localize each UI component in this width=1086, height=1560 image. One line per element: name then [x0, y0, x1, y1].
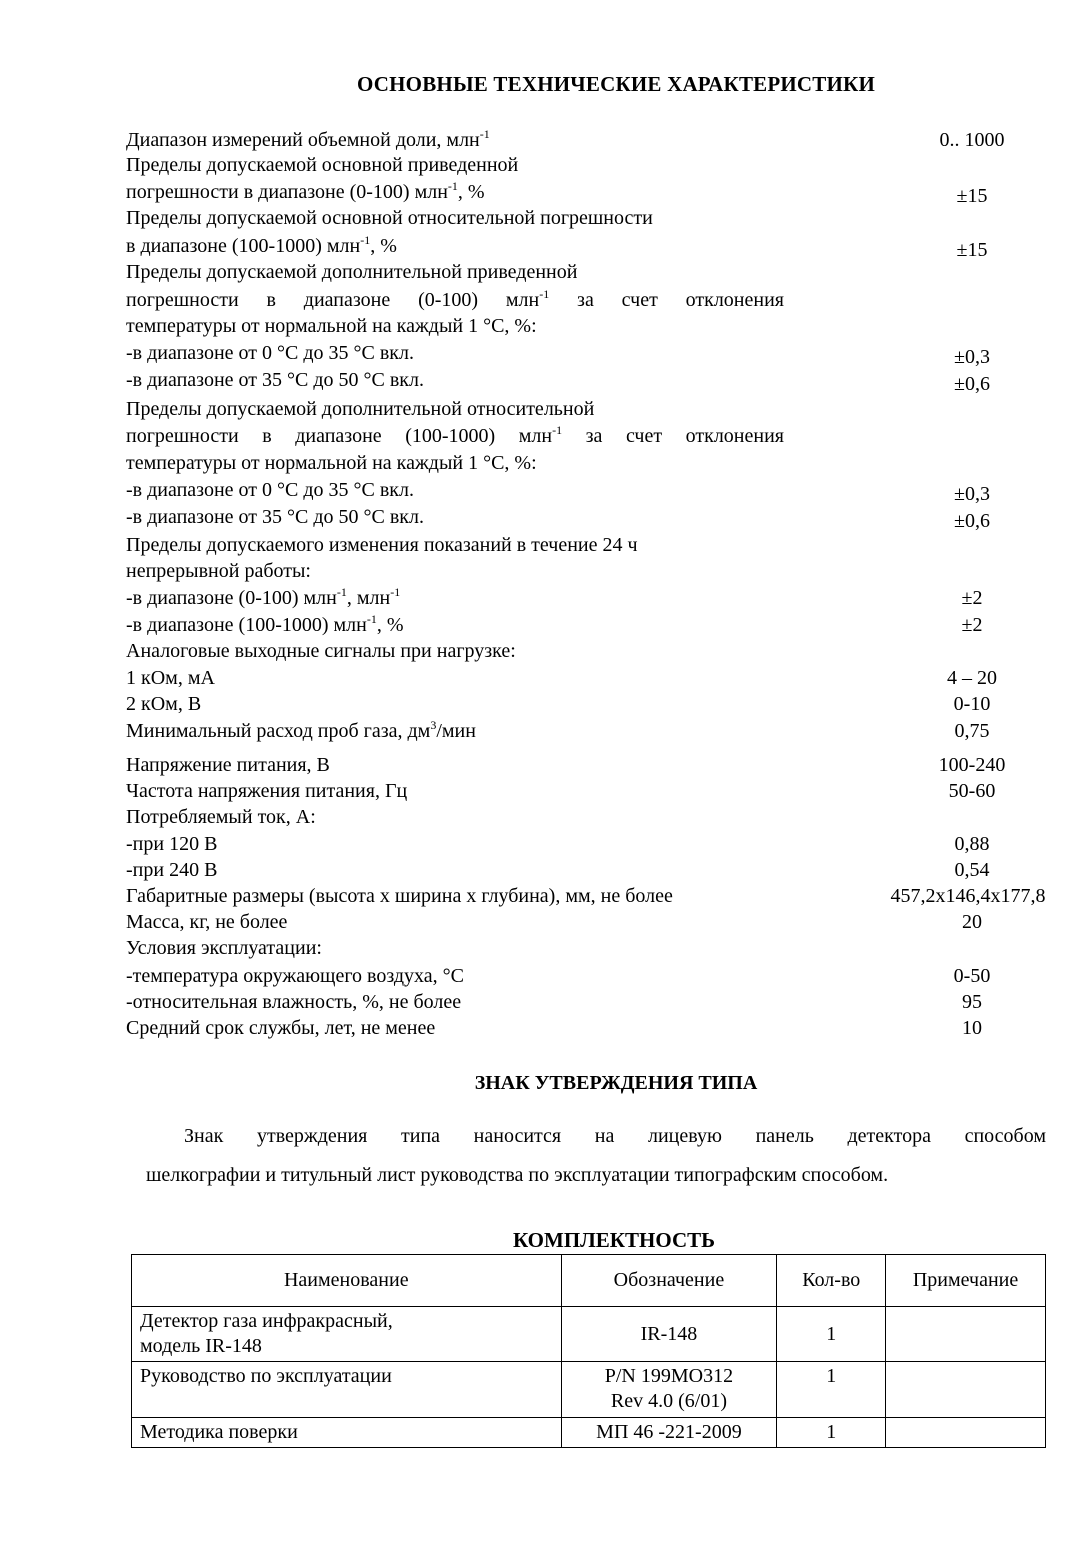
- header-designation: Обозначение: [561, 1255, 777, 1307]
- header-qty: Кол-во: [777, 1255, 886, 1307]
- spec-row: [126, 804, 1066, 830]
- spec-value: 0,54: [954, 859, 990, 881]
- cell-qty: 1: [777, 1362, 886, 1418]
- spec-value: 457,2x146,4x177,8: [890, 885, 1046, 907]
- spec-label: -в диапазоне от 35 °С до 50 °С вкл.: [126, 369, 425, 391]
- spec-row: [126, 340, 1066, 366]
- cell-designation: МП 46 -221-2009: [561, 1418, 777, 1448]
- specs-title: ОСНОВНЫЕ ТЕХНИЧЕСКИЕ ХАРАКТЕРИСТИКИ: [356, 72, 875, 96]
- spec-label: -в диапазоне (100-1000) млн$^{-1}$, %: [126, 612, 404, 636]
- spec-row: [126, 504, 1066, 530]
- spec-label: -в диапазоне (0-100) млн$^{-1}$, млн$^{-1}$: [126, 585, 401, 609]
- spec-label: Частота напряжения питания, Гц: [126, 780, 408, 802]
- spec-row: [126, 857, 1066, 883]
- spec-row: [126, 612, 1066, 638]
- cell-note: [886, 1362, 1046, 1418]
- spec-row: [126, 752, 1066, 778]
- spec-row: [126, 367, 1066, 393]
- cell-qty: 1: [777, 1307, 886, 1362]
- spec-label: Минимальный расход проб газа, $дм^3$/мин: [126, 718, 476, 742]
- spec-value: 0-10: [953, 693, 991, 715]
- spec-label: Пределы допускаемой дополнительной относительной: [126, 398, 595, 420]
- spec-value: 0,88: [954, 833, 990, 855]
- spec-row: [126, 558, 1066, 584]
- spec-label: -в диапазоне от 35 °С до 50 °С вкл.: [126, 506, 425, 528]
- spec-row: [126, 718, 1066, 744]
- spec-label: Аналоговые выходные сигналы при нагрузке:: [126, 640, 516, 662]
- table-row: [132, 1418, 1046, 1448]
- spec-value: 100-240: [938, 754, 1006, 776]
- spec-value: 0.. 1000: [939, 129, 1005, 151]
- cell-designation: IR-148: [561, 1307, 777, 1362]
- spec-value: ±15: [956, 185, 988, 207]
- spec-value: 50-60: [948, 780, 996, 802]
- cell-name: Методика поверки: [132, 1418, 562, 1448]
- spec-row: [126, 691, 1066, 717]
- spec-value: ±2: [961, 614, 983, 636]
- spec-label: Потребляемый ток, А:: [126, 806, 316, 828]
- spec-label: непрерывной работы:: [126, 560, 311, 582]
- spec-label: погрешности в диапазоне (0-100) млн$^{-1}$ за счет отклонения: [126, 287, 784, 311]
- spec-value: 0-50: [953, 965, 991, 987]
- kit-header-row: [132, 1255, 1046, 1307]
- spec-value: 20: [962, 911, 982, 933]
- cell-qty: 1: [777, 1418, 886, 1448]
- spec-row: [126, 665, 1066, 691]
- spec-row: [126, 287, 1066, 313]
- approval-line-2: шелкографии и титульный лист руководства по эксплуатации типографским способом.: [146, 1164, 889, 1186]
- spec-row: [126, 935, 1066, 961]
- spec-row: [126, 1015, 1066, 1041]
- approval-paragraph: [146, 1117, 1046, 1195]
- spec-value: 4 – 20: [947, 667, 997, 689]
- spec-label: Габаритные размеры (высота х ширина х глубина), мм, не более: [126, 885, 673, 907]
- spec-label: температуры от нормальной на каждый 1 °С, %:: [126, 452, 537, 474]
- header-note: Примечание: [886, 1255, 1046, 1307]
- spec-label: 1 кОм, мА: [126, 667, 215, 689]
- cell-note: [886, 1418, 1046, 1448]
- spec-row: [126, 477, 1066, 503]
- spec-value: ±0,6: [954, 373, 990, 395]
- spec-label: -при 120 В: [126, 833, 218, 855]
- spec-value: ±0,3: [954, 483, 990, 505]
- spec-label: Пределы допускаемой основной относительной погрешности: [126, 207, 653, 229]
- spec-label: Средний срок службы, лет, не менее: [126, 1017, 436, 1039]
- kit-title: КОМПЛЕКТНОСТЬ: [512, 1228, 716, 1252]
- spec-row: [126, 532, 1066, 558]
- spec-label: -температура окружающего воздуха, °С: [126, 965, 465, 987]
- spec-label: в диапазоне (100-1000) млн$^{-1}$, %: [126, 233, 397, 257]
- kit-table: [131, 1254, 1046, 1448]
- spec-label: -в диапазоне от 0 °С до 35 °С вкл.: [126, 479, 415, 501]
- spec-row: [126, 585, 1066, 611]
- spec-label: 2 кОм, В: [126, 693, 202, 715]
- spec-row: [126, 423, 1066, 449]
- header-name: Наименование: [132, 1255, 562, 1307]
- spec-row: [126, 778, 1066, 804]
- cell-name: Детектор газа инфракрасный, модель IR-148: [132, 1307, 562, 1362]
- spec-row: [126, 831, 1066, 857]
- spec-label: Пределы допускаемой дополнительной приведенной: [126, 261, 578, 283]
- approval-title: ЗНАК УТВЕРЖДЕНИЯ ТИПА: [474, 1072, 758, 1094]
- spec-label: Пределы допускаемого изменения показаний в течение 24 ч: [126, 534, 638, 556]
- spec-label: -при 240 В: [126, 859, 218, 881]
- cell-note: [886, 1307, 1046, 1362]
- spec-label: погрешности в диапазоне (0-100) млн$^{-1}$, %: [126, 179, 485, 203]
- table-row: [132, 1362, 1046, 1418]
- spec-value: 95: [962, 991, 982, 1013]
- spec-value: ±15: [956, 239, 988, 261]
- spec-value: 10: [962, 1017, 982, 1039]
- spec-row: [126, 233, 1066, 259]
- spec-value: ±2: [961, 587, 983, 609]
- spec-row: [126, 205, 1066, 231]
- spec-row: [126, 963, 1066, 989]
- spec-label: -в диапазоне от 0 °С до 35 °С вкл.: [126, 342, 415, 364]
- table-row: [132, 1307, 1046, 1362]
- spec-row: [126, 259, 1066, 285]
- spec-row: [126, 909, 1066, 935]
- spec-row: [126, 313, 1066, 339]
- spec-value: 0,75: [954, 720, 990, 742]
- approval-line-1: Знак утверждения типа наносится на лицевую панель детектора способом: [184, 1125, 1046, 1147]
- spec-label: Условия эксплуатации:: [126, 937, 322, 959]
- spec-label: Масса, кг, не более: [126, 911, 288, 933]
- spec-row: [126, 127, 1066, 153]
- spec-row: [126, 638, 1066, 664]
- spec-label: погрешности в диапазоне (100-1000) млн$^{-1}$ за счет отклонения: [126, 423, 784, 447]
- spec-row: [126, 989, 1066, 1015]
- cell-designation: P/N 199MO312 Rev 4.0 (6/01): [561, 1362, 777, 1418]
- spec-label: -относительная влажность, %, не более: [126, 991, 462, 1013]
- cell-name: Руководство по эксплуатации: [132, 1362, 562, 1418]
- spec-row: [126, 152, 1066, 178]
- spec-label: Пределы допускаемой основной приведенной: [126, 154, 519, 176]
- spec-row: [126, 883, 1066, 909]
- spec-row: [126, 450, 1066, 476]
- spec-label: температуры от нормальной на каждый 1 °С, %:: [126, 315, 537, 337]
- spec-label: Диапазон измерений объемной доли, млн$^{-1}$: [126, 127, 490, 151]
- spec-row: [126, 179, 1066, 205]
- spec-value: ±0,6: [954, 510, 990, 532]
- spec-row: [126, 396, 1066, 422]
- spec-value: ±0,3: [954, 346, 990, 368]
- spec-label: Напряжение питания, В: [126, 754, 330, 776]
